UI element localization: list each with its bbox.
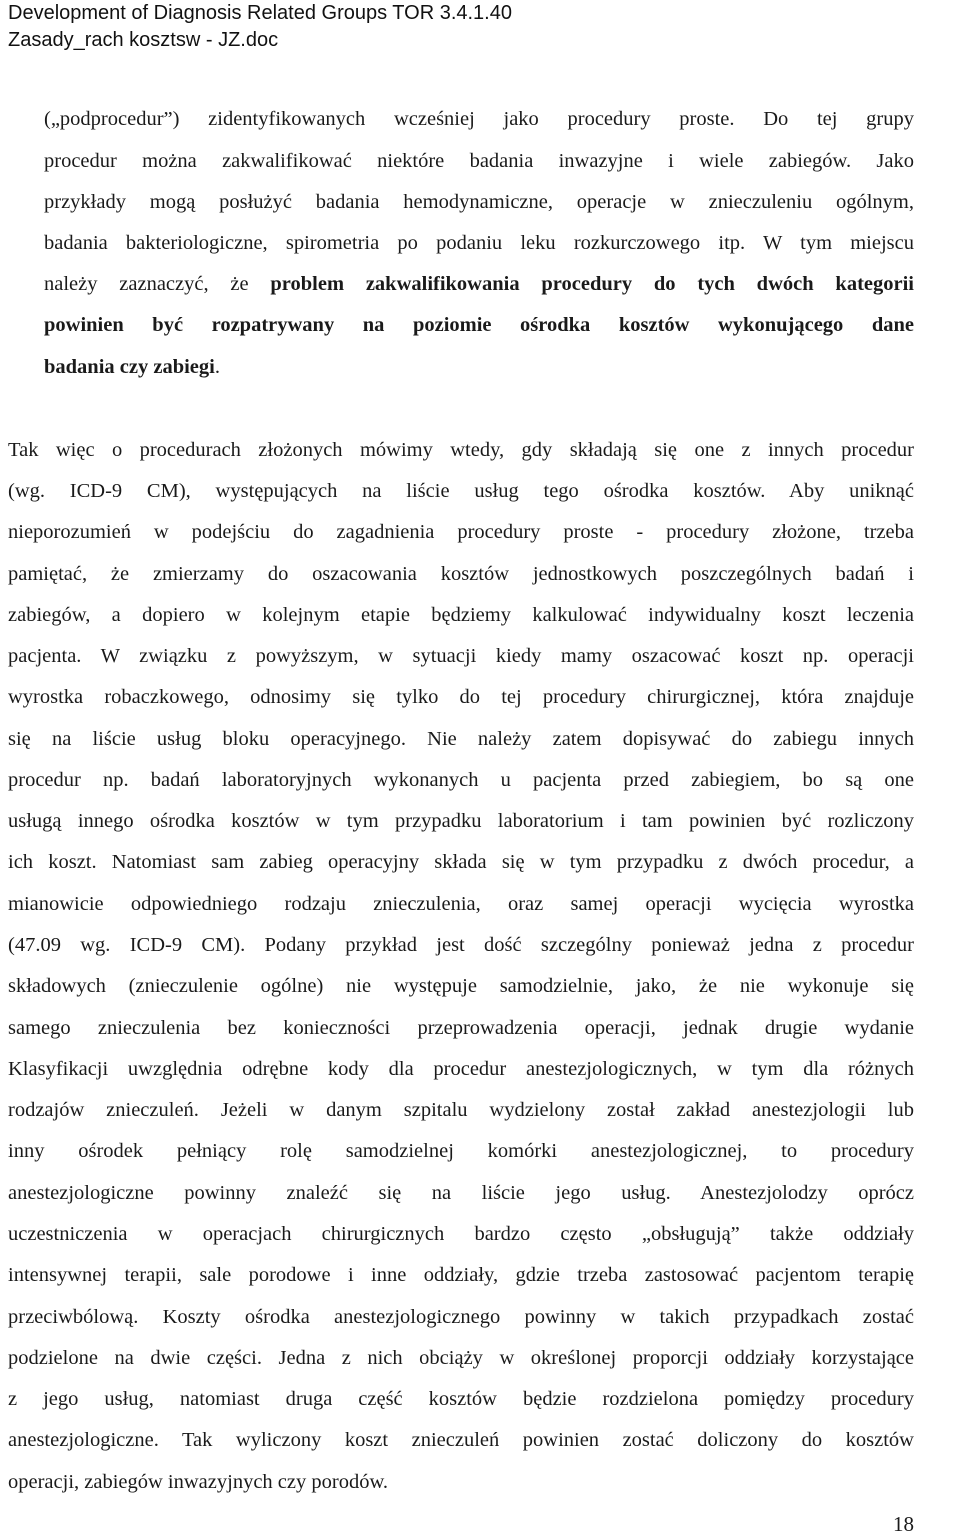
text-line: procedur można zakwalifikować niektóre badania inwazyjne i wiele zabiegów. Jako	[44, 150, 914, 172]
text-line: Klasyfikacji uwzględnia odrębne kody dla procedur anestezjologicznych, w tym dla różnych	[8, 1058, 914, 1080]
text-line: podzielone na dwie części. Jedna z nich obciąży w określonej proporcji oddziały korzystające	[8, 1347, 914, 1369]
text-line: ich koszt. Natomiast sam zabieg operacyjny składa się w tym przypadku z dwóch procedur, a	[8, 851, 914, 873]
bold-text: badania czy zabiegi	[44, 356, 215, 378]
text-line: przeciwbólową. Koszty ośrodka anestezjologicznego powinny w takich przypadkach zostać	[8, 1306, 914, 1328]
text-line: usługą innego ośrodka kosztów w tym przypadku laboratorium i tam powinien być rozliczony	[8, 810, 914, 832]
text-line: inny ośrodek pełniący rolę samodzielnej komórki anestezjologicznej, to procedury	[8, 1140, 914, 1162]
text-line: nieporozumień w podejściu do zagadnienia procedury proste - procedury złożone, trzeba	[8, 521, 914, 543]
header-filename: Zasady_rach kosztsw - JZ.doc	[8, 29, 279, 51]
text-line: należy zaznaczyć, że problem zakwalifikowania procedury do tych dwóch kategorii	[44, 273, 914, 295]
text-line: zabiegów, a dopiero w kolejnym etapie będziemy kalkulować indywidualny koszt leczenia	[8, 604, 914, 626]
text-line: samego znieczulenia bez konieczności przeprowadzenia operacji, jednak drugie wydanie	[8, 1017, 914, 1039]
text-line: mianowicie odpowiedniego rodzaju znieczulenia, oraz samej operacji wycięcia wyrostka	[8, 893, 914, 915]
text-line: (wg. ICD-9 CM), występujących na liście usług tego ośrodka kosztów. Aby uniknąć	[8, 480, 914, 502]
text-line: uczestniczenia w operacjach chirurgicznych bardzo często „obsługują” także oddziały	[8, 1223, 914, 1245]
text-line: się na liście usług bloku operacyjnego. Nie należy zatem dopisywać do zabiegu innych	[8, 728, 914, 750]
text-line: składowych (znieczulenie ogólne) nie występuje samodzielnie, jako, że nie wykonuje się	[8, 975, 914, 997]
text-line: pacjenta. W związku z powyższym, w sytuacji kiedy mamy oszacować koszt np. operacji	[8, 645, 914, 667]
text-line: rodzajów znieczuleń. Jeżeli w danym szpitalu wydzielony został zakład anestezjologii lub	[8, 1099, 914, 1121]
text-line: badania czy zabiegi.	[44, 356, 220, 378]
text-line: („podprocedur”) zidentyfikowanych wcześniej jako procedury proste. Do tej grupy	[44, 108, 914, 130]
text-line: z jego usług, natomiast druga część kosztów będzie rozdzielona pomiędzy procedury	[8, 1388, 914, 1410]
document-header	[8, 0, 512, 54]
header-title: Development of Diagnosis Related Groups TOR 3.4.1.40	[8, 2, 512, 24]
page-number: 18	[893, 1512, 914, 1536]
text-line: Tak więc o procedurach złożonych mówimy wtedy, gdy składają się one z innych procedur	[8, 439, 914, 461]
text-line: procedur np. badań laboratoryjnych wykonanych u pacjenta przed zabiegiem, bo są one	[8, 769, 914, 791]
text-line: przykłady mogą posłużyć badania hemodynamiczne, operacje w znieczuleniu ogólnym,	[44, 191, 914, 213]
text-line: anestezjologiczne. Tak wyliczony koszt znieczuleń powinien zostać doliczony do kosztów	[8, 1429, 914, 1451]
text-line: badania bakteriologiczne, spirometria po podaniu leku rozkurczowego itp. W tym miejscu	[44, 232, 914, 254]
text-line: (47.09 wg. ICD-9 CM). Podany przykład jest dość szczególny ponieważ jedna z procedur	[8, 934, 914, 956]
text-line: intensywnej terapii, sale porodowe i inne oddziały, gdzie trzeba zastosować pacjentom terapię	[8, 1264, 914, 1286]
text-line: anestezjologiczne powinny znaleźć się na liście jego usług. Anestezjolodzy oprócz	[8, 1182, 914, 1204]
text-line: pamiętać, że zmierzamy do oszacowania kosztów jednostkowych poszczególnych badań i	[8, 563, 914, 585]
text-line: powinien być rozpatrywany na poziomie ośrodka kosztów wykonującego dane	[44, 314, 914, 336]
text-line: wyrostka robaczkowego, odnosimy się tylko do tej procedury chirurgicznej, która znajduje	[8, 686, 914, 708]
text-line: operacji, zabiegów inwazyjnych czy porodów.	[8, 1471, 389, 1493]
bold-text: problem zakwalifikowania procedury do tych dwóch kategorii	[270, 273, 914, 295]
